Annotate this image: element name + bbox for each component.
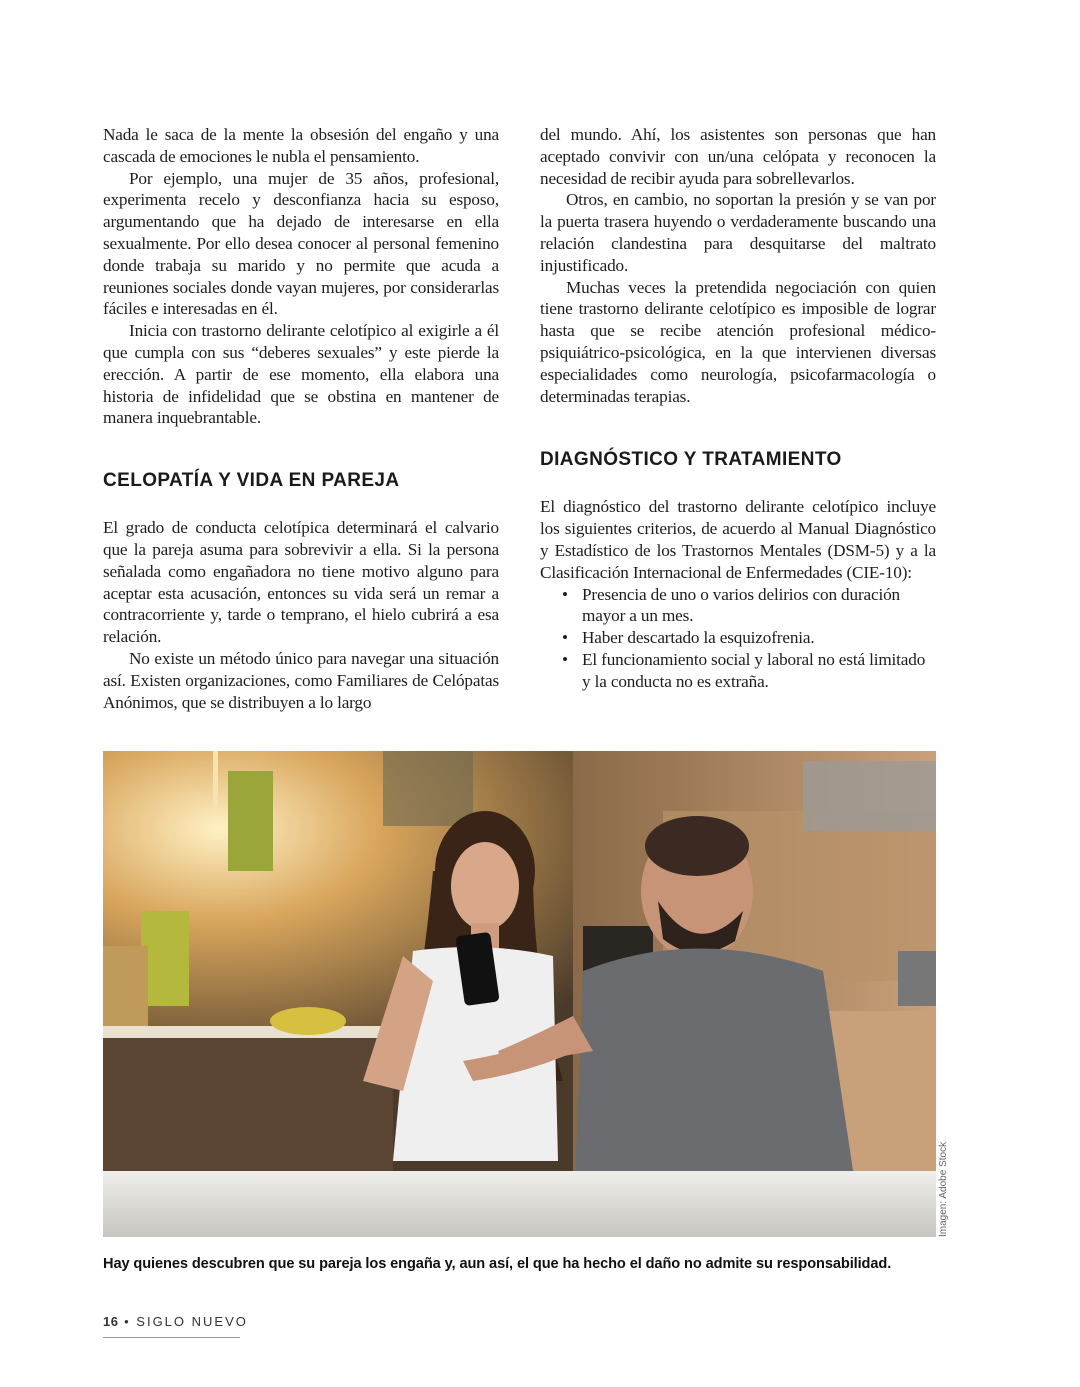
list-item-text: Presencia de uno o varios delirios con duración mayor a un mes. — [582, 584, 900, 626]
body-paragraph: El grado de conducta celotípica determinará el calvario que la pareja asuma para sobrevivir a ella. Si la persona señalada como engañadora no tiene motivo alguno para aceptar esta acusación, entonces su vida será un remar a contracorriente y, tarde o temprano, el hielo cubrirá a esa relación. — [103, 518, 499, 647]
body-paragraph: Por ejemplo, una mujer de 35 años, profesional, experimenta recelo y desconfianza hacia su esposo, argumentando que ha dejado de interesarse en ella sexualmente. Por ello desea conocer al personal femenino donde trabaja su marido y no permite que acuda a reuniones sociales donde vayan mujeres, por considerarlas fáciles e interesadas en él. — [103, 168, 499, 319]
bullet-icon: • — [562, 584, 568, 604]
list-item — [562, 627, 936, 649]
list-item — [562, 584, 936, 628]
photo-credit: Imagen: Adobe Stock — [938, 1141, 949, 1237]
criteria-list — [540, 584, 936, 693]
list-item-text: Haber descartado la esquizofrenia. — [582, 628, 815, 648]
bullet-icon: • — [562, 628, 568, 648]
publication-name: SIGLO NUEVO — [136, 1314, 248, 1329]
body-paragraph: Otros, en cambio, no soportan la presión y se van por la puerta trasera huyendo o verdaderamente buscando una relación clandestina para desquitarse del maltrato injustificado. — [540, 190, 936, 275]
body-paragraph: El diagnóstico del trastorno delirante celotípico incluye los siguientes criterios, de acuerdo al Manual Diagnóstico y Estadístico de los Trastornos Mentales (DSM-5) y a la Clasificación Internacional de Enfermedades (CIE-10): — [540, 497, 936, 582]
list-item — [562, 649, 936, 693]
photo-caption: Hay quienes descubren que su pareja los engaña y, aun así, el que ha hecho el daño no admite su responsabilidad. — [103, 1256, 892, 1272]
section-heading-diagnostico: DIAGNÓSTICO Y TRATAMIENTO — [540, 449, 842, 471]
body-paragraph: Muchas veces la pretendida negociación con quien tiene trastorno delirante celotípico es imposible de lograr hasta que se recibe atención profesional médico-psiquiátrico-psicológica, en la que intervienen diversas especialidades como neurología, psicofarmacología o determinadas terapias. — [540, 277, 936, 406]
photo-illustration — [103, 751, 936, 1237]
body-paragraph: Inicia con trastorno delirante celotípico al exigirle a él que cumpla con sus “deberes sexuales” y este pierde la erección. A partir de ese momento, ella elabora una historia de infidelidad que se obstina en mantener de manera inquebrantable. — [103, 321, 499, 428]
list-item-text: El funcionamiento social y laboral no está limitado y la conducta no es extraña. — [582, 649, 926, 691]
left-column — [103, 124, 499, 713]
body-paragraph: Nada le saca de la mente la obsesión del engaño y una cascada de emociones le nubla el pensamiento. — [103, 125, 499, 166]
body-paragraph: del mundo. Ahí, los asistentes son personas que han aceptado convivir con un/una celópata y reconocen la necesidad de recibir ayuda para sobrellevarlos. — [540, 125, 936, 188]
body-paragraph: No existe un método único para navegar una situación así. Existen organizaciones, como Familiares de Celópatas Anónimos, que se distribuyen a lo largo — [103, 648, 499, 712]
bullet-icon: • — [562, 649, 568, 669]
couple-argument-photo — [103, 751, 936, 1237]
footer-rule — [103, 1337, 240, 1338]
right-column — [540, 124, 936, 693]
page-footer — [103, 1314, 248, 1329]
section-heading-celopatia: CELOPATÍA Y VIDA EN PAREJA — [103, 470, 400, 492]
footer-separator: • — [124, 1314, 131, 1329]
page-number: 16 — [103, 1314, 119, 1329]
